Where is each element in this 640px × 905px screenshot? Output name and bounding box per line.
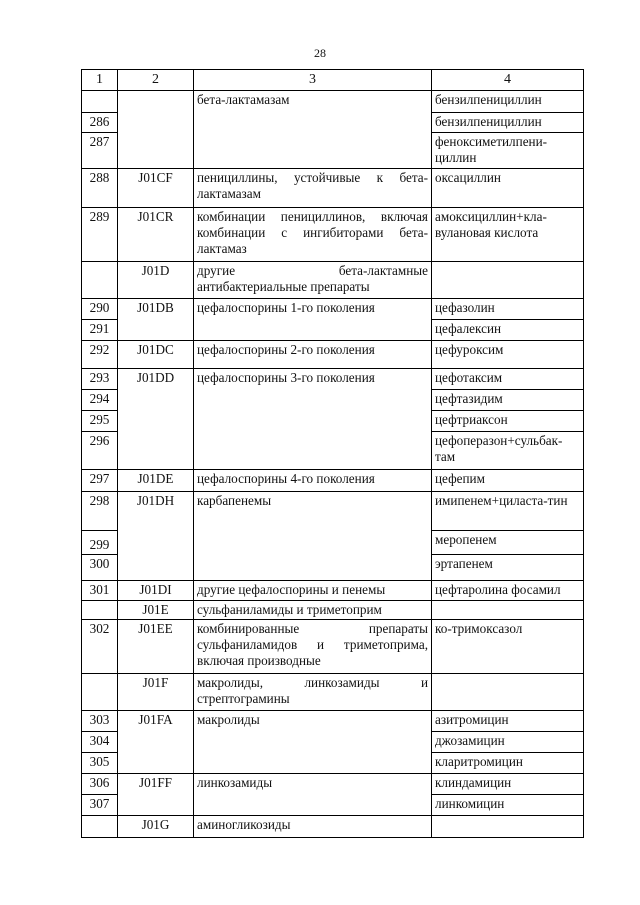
row-number: 298: [82, 492, 118, 531]
drug-name: амоксициллин+кла-вулановая кислота: [432, 208, 584, 262]
atc-code: J01E: [118, 601, 194, 620]
row-number: [82, 601, 118, 620]
table-row: [82, 169, 584, 208]
header-row: [82, 70, 584, 91]
drug-name: имипенем+циласта-тин: [432, 492, 584, 531]
row-number: 307: [82, 795, 118, 816]
row-number: 286: [82, 113, 118, 133]
table-row: [82, 816, 584, 838]
drug-name: линкомицин: [432, 795, 584, 816]
atc-code: J01FF: [118, 774, 194, 816]
drug-name: кларитромицин: [432, 753, 584, 774]
drug-name: цефуроксим: [432, 341, 584, 369]
page-number: 28: [314, 46, 326, 60]
header-col-1: 1: [82, 70, 118, 91]
group-description: другие бета-лактамные антибактериальные препараты: [194, 262, 432, 299]
drug-name: эртапенем: [432, 555, 584, 581]
group-description: сульфаниламиды и триметоприм: [194, 601, 432, 620]
table-row: [82, 341, 584, 369]
row-number: 296: [82, 432, 118, 470]
drug-name: цефалексин: [432, 320, 584, 341]
row-number: 294: [82, 390, 118, 411]
atc-code: J01D: [118, 262, 194, 299]
atc-code: J01DH: [118, 492, 194, 581]
drug-name: цефотаксим: [432, 369, 584, 390]
table-row: [82, 470, 584, 492]
group-description: другие цефалоспорины и пенемы: [194, 581, 432, 601]
atc-code: J01G: [118, 816, 194, 838]
drug-name: цефепим: [432, 470, 584, 492]
table-row: [82, 711, 584, 732]
drug-name: цефтазидим: [432, 390, 584, 411]
drug-name: бензилпенициллин: [432, 91, 584, 113]
drug-name: оксациллин: [432, 169, 584, 208]
table-row: [82, 369, 584, 390]
row-number: 300: [82, 555, 118, 581]
drug-name: джозамицин: [432, 732, 584, 753]
group-description: цефалоспорины 1-го поколения: [194, 299, 432, 341]
group-description: комбинации пенициллинов, включая комбинации с ингибиторами бета-лактамаз: [194, 208, 432, 262]
atc-code: J01DC: [118, 341, 194, 369]
row-number: 289: [82, 208, 118, 262]
drug-name: цефоперазон+сульбак-там: [432, 432, 584, 470]
row-number: 302: [82, 620, 118, 674]
group-description: цефалоспорины 4-го поколения: [194, 470, 432, 492]
atc-code: J01DI: [118, 581, 194, 601]
group-description: пенициллины, устойчивые к бета-лактамазам: [194, 169, 432, 208]
group-description: макролиды: [194, 711, 432, 774]
row-number: [82, 91, 118, 113]
drug-name: [432, 601, 584, 620]
row-number: 295: [82, 411, 118, 432]
table-row: [82, 492, 584, 531]
drug-name: цефтаролина фосамил: [432, 581, 584, 601]
row-number: 306: [82, 774, 118, 795]
table-row: [82, 262, 584, 299]
row-number: 292: [82, 341, 118, 369]
table-row: [82, 601, 584, 620]
table-row: [82, 581, 584, 601]
row-number: 301: [82, 581, 118, 601]
drug-name: цефазолин: [432, 299, 584, 320]
group-description: цефалоспорины 3-го поколения: [194, 369, 432, 470]
atc-code: J01EE: [118, 620, 194, 674]
drug-name: [432, 674, 584, 711]
atc-code: J01DB: [118, 299, 194, 341]
table-row: [82, 774, 584, 795]
row-number: 291: [82, 320, 118, 341]
row-number: 299: [82, 531, 118, 555]
atc-code: J01CF: [118, 169, 194, 208]
group-description: линкозамиды: [194, 774, 432, 816]
atc-code: J01DD: [118, 369, 194, 470]
atc-code: J01DE: [118, 470, 194, 492]
row-number: 288: [82, 169, 118, 208]
drug-name: клиндамицин: [432, 774, 584, 795]
table-row: [82, 674, 584, 711]
drug-name: ко-тримоксазол: [432, 620, 584, 674]
drug-name: феноксиметилпени-циллин: [432, 133, 584, 169]
atc-code: J01CR: [118, 208, 194, 262]
atc-code: J01FA: [118, 711, 194, 774]
group-description: цефалоспорины 2-го поколения: [194, 341, 432, 369]
group-description: карбапенемы: [194, 492, 432, 581]
row-number: 305: [82, 753, 118, 774]
group-description: макролиды, линкозамиды и стрептограмины: [194, 674, 432, 711]
row-number: 297: [82, 470, 118, 492]
header-col-2: 2: [118, 70, 194, 91]
drug-name: бензилпенициллин: [432, 113, 584, 133]
drug-name: [432, 262, 584, 299]
row-number: 290: [82, 299, 118, 320]
drug-name: азитромицин: [432, 711, 584, 732]
row-number: [82, 816, 118, 838]
table-row: [82, 91, 584, 113]
header-col-3: 3: [194, 70, 432, 91]
atc-code: J01F: [118, 674, 194, 711]
row-number: 303: [82, 711, 118, 732]
table-row: [82, 299, 584, 320]
row-number: 304: [82, 732, 118, 753]
row-number: [82, 674, 118, 711]
row-number: 287: [82, 133, 118, 169]
drug-classification-table: [81, 69, 584, 838]
drug-name: меропенем: [432, 531, 584, 555]
atc-code: [118, 91, 194, 169]
row-number: 293: [82, 369, 118, 390]
table-row: [82, 620, 584, 674]
header-col-4: 4: [432, 70, 584, 91]
group-description: комбинированные препараты сульфаниламидов и триметоприма, включая производные: [194, 620, 432, 674]
group-description: аминогликозиды: [194, 816, 432, 838]
drug-name: [432, 816, 584, 838]
group-description: бета-лактамазам: [194, 91, 432, 169]
row-number: [82, 262, 118, 299]
drug-name: цефтриаксон: [432, 411, 584, 432]
table-row: [82, 208, 584, 262]
